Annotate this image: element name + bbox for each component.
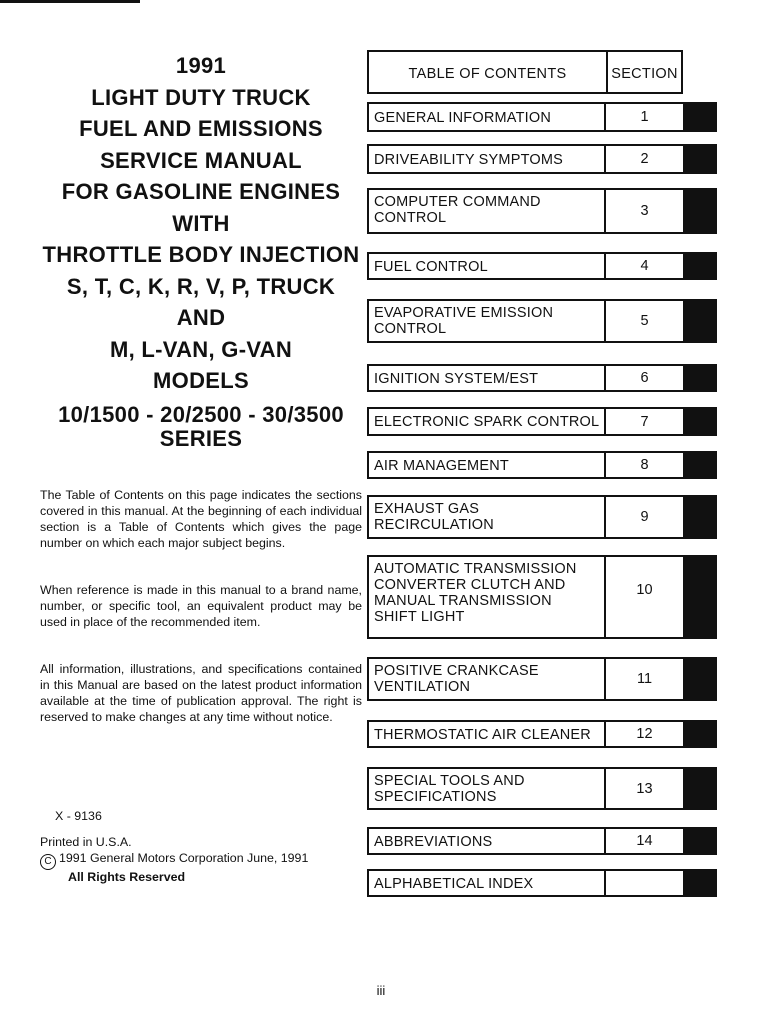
copyright-text: 1991 General Motors Corporation June, 1991 <box>59 851 309 865</box>
toc-entry-special-tools-specifications[interactable] <box>367 767 717 810</box>
reference-paragraph: When reference is made in this manual to a brand name, number, or specific tool, an equivalent product may be used in place of the recommended item. <box>40 583 362 629</box>
title-line: FOR GASOLINE ENGINES <box>61 179 341 204</box>
section-tab <box>685 657 717 701</box>
toc-entry-fuel-control[interactable] <box>367 252 717 280</box>
section-tab <box>685 869 717 897</box>
section-tab <box>685 252 717 280</box>
disclaimer-paragraph: All information, illustrations, and specifications contained in this Manual are based on the latest product information available at the time of publication approval. The right is reserved to make changes at any time without notice. <box>40 662 362 724</box>
toc-entry-label: ABBREVIATIONS <box>369 829 606 853</box>
title-line: FUEL AND EMISSIONS <box>79 116 323 141</box>
toc-entry-electronic-spark-control[interactable] <box>367 407 717 436</box>
title-line: MODELS <box>153 368 249 393</box>
section-tab <box>685 555 717 639</box>
toc-entry-thermostatic-air-cleaner[interactable] <box>367 720 717 748</box>
toc-entry-label: EXHAUST GAS RECIRCULATION <box>369 497 606 537</box>
title-line: AND <box>176 305 226 330</box>
toc-entry-section <box>606 871 683 895</box>
title-line: SERVICE MANUAL <box>100 147 302 173</box>
printed-in: Printed in U.S.A. <box>40 835 132 849</box>
toc-entry-section: 12 <box>636 726 653 742</box>
toc-entry-label: ELECTRONIC SPARK CONTROL <box>369 409 606 434</box>
title-line: THROTTLE BODY INJECTION <box>42 242 360 267</box>
top-rule <box>0 0 140 3</box>
toc-entry-section: 9 <box>640 509 649 525</box>
toc-entry-label: COMPUTER COMMAND CONTROL <box>369 190 606 232</box>
toc-entry-section: 8 <box>640 457 649 473</box>
title-line: 1991 <box>175 53 227 78</box>
copyright-line <box>40 850 308 870</box>
toc-entry-section: 5 <box>640 313 649 329</box>
toc-entry-driveability-symptoms[interactable] <box>367 144 717 174</box>
toc-entry-label: POSITIVE CRANKCASE VENTILATION <box>369 659 606 699</box>
toc-entry-automatic-transmission[interactable] <box>367 555 717 639</box>
title-line: LIGHT DUTY TRUCK <box>91 84 311 110</box>
toc-entry-general-information[interactable] <box>367 102 717 132</box>
section-tab <box>685 188 717 234</box>
toc-entry-ignition-system[interactable] <box>367 364 717 392</box>
toc-entry-label: IGNITION SYSTEM/EST <box>369 366 606 390</box>
toc-entry-label: THERMOSTATIC AIR CLEANER <box>369 722 606 746</box>
section-tab <box>685 407 717 436</box>
toc-entry-section: 13 <box>636 780 653 797</box>
toc-header-title: TABLE OF CONTENTS <box>369 52 608 92</box>
section-tab <box>685 102 717 132</box>
section-tab <box>685 495 717 539</box>
copyright-symbol: C <box>40 854 56 870</box>
intro-paragraph: The Table of Contents on this page indicates the sections covered in this manual. At the beginning of each individual section is a Table of Contents which gives the page number on which each major subject begins. <box>40 488 362 550</box>
title-line: S, T, C, K, R, V, P, TRUCK <box>66 273 336 299</box>
toc-entry-section: 2 <box>640 151 649 167</box>
toc-entry-label: SPECIAL TOOLS AND SPECIFICATIONS <box>369 769 606 808</box>
section-tab <box>685 720 717 748</box>
toc-entry-label: AUTOMATIC TRANSMISSION CONVERTER CLUTCH AND MANUAL TRANSMISSION SHIFT LIGHT <box>369 557 606 637</box>
toc-entry-section: 10 <box>636 582 653 598</box>
toc-entry-label: GENERAL INFORMATION <box>369 104 606 130</box>
toc-entry-alphabetical-index[interactable] <box>367 869 717 897</box>
form-code: X - 9136 <box>55 809 102 823</box>
title-line: WITH <box>172 210 230 236</box>
toc-entry-section: 3 <box>640 203 649 219</box>
toc-entry-air-management[interactable] <box>367 451 717 479</box>
rights-reserved: All Rights Reserved <box>68 870 186 884</box>
toc-entry-label: FUEL CONTROL <box>369 254 606 278</box>
toc-entry-exhaust-gas-recirculation[interactable] <box>367 495 717 539</box>
manual-title <box>40 50 362 451</box>
section-tab <box>685 451 717 479</box>
toc-header <box>367 50 683 94</box>
toc-entry-computer-command-control[interactable] <box>367 188 717 234</box>
title-series-line: 10/1500 - 20/2500 - 30/3500 <box>58 401 344 427</box>
toc-entry-evaporative-emission-control[interactable] <box>367 299 717 343</box>
title-line: M, L-VAN, G-VAN <box>109 336 293 362</box>
page-number: iii <box>376 983 386 998</box>
title-series-line: SERIES <box>159 425 243 451</box>
toc-entry-section: 1 <box>640 109 649 125</box>
section-tab <box>685 767 717 810</box>
toc-entry-section: 4 <box>640 258 649 274</box>
toc-entry-section: 7 <box>640 413 649 430</box>
section-tab <box>685 364 717 392</box>
toc-entry-section: 14 <box>636 833 653 849</box>
toc-entry-label: AIR MANAGEMENT <box>369 453 606 477</box>
section-tab <box>685 827 717 855</box>
toc-entry-section: 11 <box>636 671 653 687</box>
section-tab <box>685 299 717 343</box>
toc-entry-positive-crankcase-ventilation[interactable] <box>367 657 717 701</box>
toc-header-section: SECTION <box>611 66 678 82</box>
toc-entry-abbreviations[interactable] <box>367 827 717 855</box>
toc-entry-label: EVAPORATIVE EMISSION CONTROL <box>369 301 606 341</box>
toc-entry-label: ALPHABETICAL INDEX <box>369 871 606 895</box>
toc-entry-label: DRIVEABILITY SYMPTOMS <box>369 146 606 172</box>
toc-entry-section: 6 <box>640 370 649 386</box>
section-tab <box>685 144 717 174</box>
